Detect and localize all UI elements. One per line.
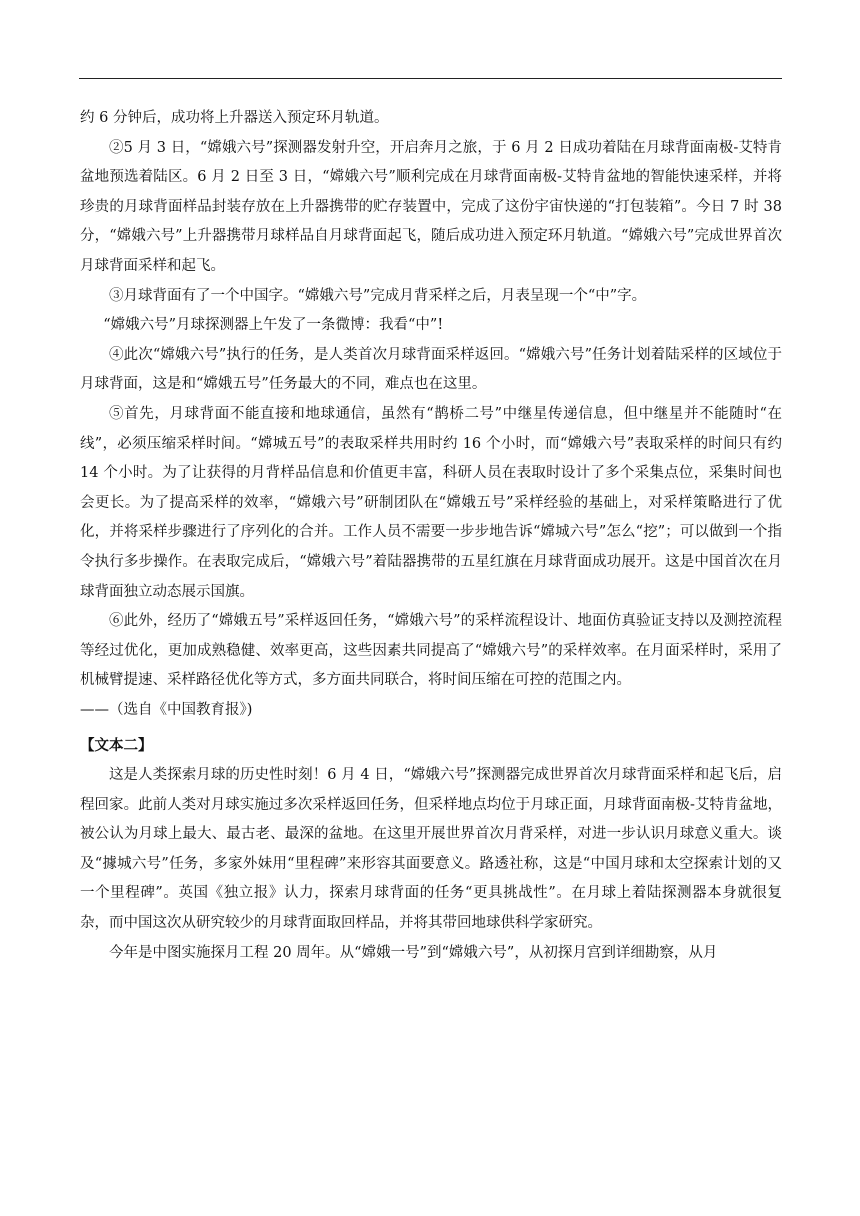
- source-citation: ——（选自《中国教育报》): [80, 701, 253, 718]
- document-body: [80, 104, 782, 968]
- header-rule: [79, 78, 782, 79]
- text2-paragraph-1: 这是人类探索月球的历史性时刻！6 月 4 日，“嫦娥六号”探测器完成世界首次月球背面采样和起飞后，启程回家。此前人类对月球实施过多次采样返回任务，但采样地点均位于月球正面，月球背面南极-艾特肯盆地，被公认为月球上最大、最古老、最深的盆地。在这里开展世界首次月背采样，对进一步认识月球意义重大。谈及“據城六号”任务，多家外妹用“里程碑”来形容其面要意义。路透社称，这是“中国月球和太空探索计划的又一个里程碑”。英国《独立报》认力，探索月球背面的任务“更具挑战性”。在月球上着陆探测器本身就很复杂，而中国这次从研究较少的月球背面取回样品，并将其带回地球供科学家研究。: [80, 767, 782, 932]
- paragraph-6: ⑥此外，经历了“嫦娥五号”采样返回任务，“嫦娥六号”的采样流程设计、地面仿真验证支持以及测控流程等经过优化，更加成熟稳健、效率更高，这些因素共同提高了“嫦娥六号”的采样效率。在月面采样时，采用了机械臂提速、采样路径优化等方式，多方面共同联合，将时间压缩在可控的范围之内。: [80, 613, 782, 689]
- paragraph-5: ⑤首先，月球背面不能直接和地球通信，虽然有“鹊桥二号”中继星传递信息，但中继星并不能随时“在线”，必须压缩采样时间。“嫦城五号”的表取采样共用时约 16 个小时，而“嫦娥六号”表取采样的时间只有约 14 个小时。为了让获得的月背样品信息和价值更丰富，科研人员在表取时设计了多个采集点位，采集时间也会更长。为了提高采样的效率，“嫦娥六号”研制团队在“嫦娥五号”采样经验的基础上，对采样策略进行了优化，并将采样步骤进行了序列化的合并。工作人员不需要一步步地告诉“嫦城六号”怎么“挖”；可以做到一个指令执行多步操作。在表取完成后，“嫦娥六号”着陆器携带的五星红旗在月球背面成功展开。这是中国首次在月球背面独立动态展示国旗。: [80, 405, 782, 600]
- paragraph-continuation: 约 6 分钟后，成功将上升器送入预定环月轨道。: [80, 110, 389, 126]
- paragraph-weibo: “嫦娥六号”月球探测器上午发了一条微博：我看“中”!: [103, 317, 444, 334]
- text2-body: [80, 761, 782, 968]
- text2-paragraph-2: 今年是中图实施探月工程 20 周年。从“嫦娥一号”到“嫦娥六号”，从初探月宫到详细勘察，从月: [109, 944, 718, 961]
- paragraph-3: ③月球背面有了一个中国字。“嫦娥六号”完成月背采样之后，月表呈现一个“中”字。: [109, 287, 647, 304]
- paragraph-4: ④此次“嫦娥六号”执行的任务，是人类首次月球背面采样返回。“嫦娥六号”任务计划着陆采样的区域位于月球背面，这是和“嫦娥五号”任务最大的不同，难点也在这里。: [80, 346, 782, 393]
- paragraph-2: ②5 月 3 日，“嫦娥六号”探测器发射升空，开启奔月之旅，于 6 月 2 日成功着陆在月球背面南极-艾特肯盆地预选着陆区。6 月 2 日至 3 日，“嫦娥六号”顺利完成在月球背面南极-艾特肯盆地的智能快速采样，并将珍贵的月球背面样品封装存放在上升器携带的贮存装置中，完成了这份宇宙快递的“打包装箱”。今日 7 时 38 分，“嫦娥六号”上升器携带月球样品自月球背面起飞，随后成功进入预定环月轨道。“嫦娥六号”完成世界首次月球背面采样和起飞。: [80, 139, 782, 274]
- section-heading-text2: 【文本二】: [80, 737, 153, 755]
